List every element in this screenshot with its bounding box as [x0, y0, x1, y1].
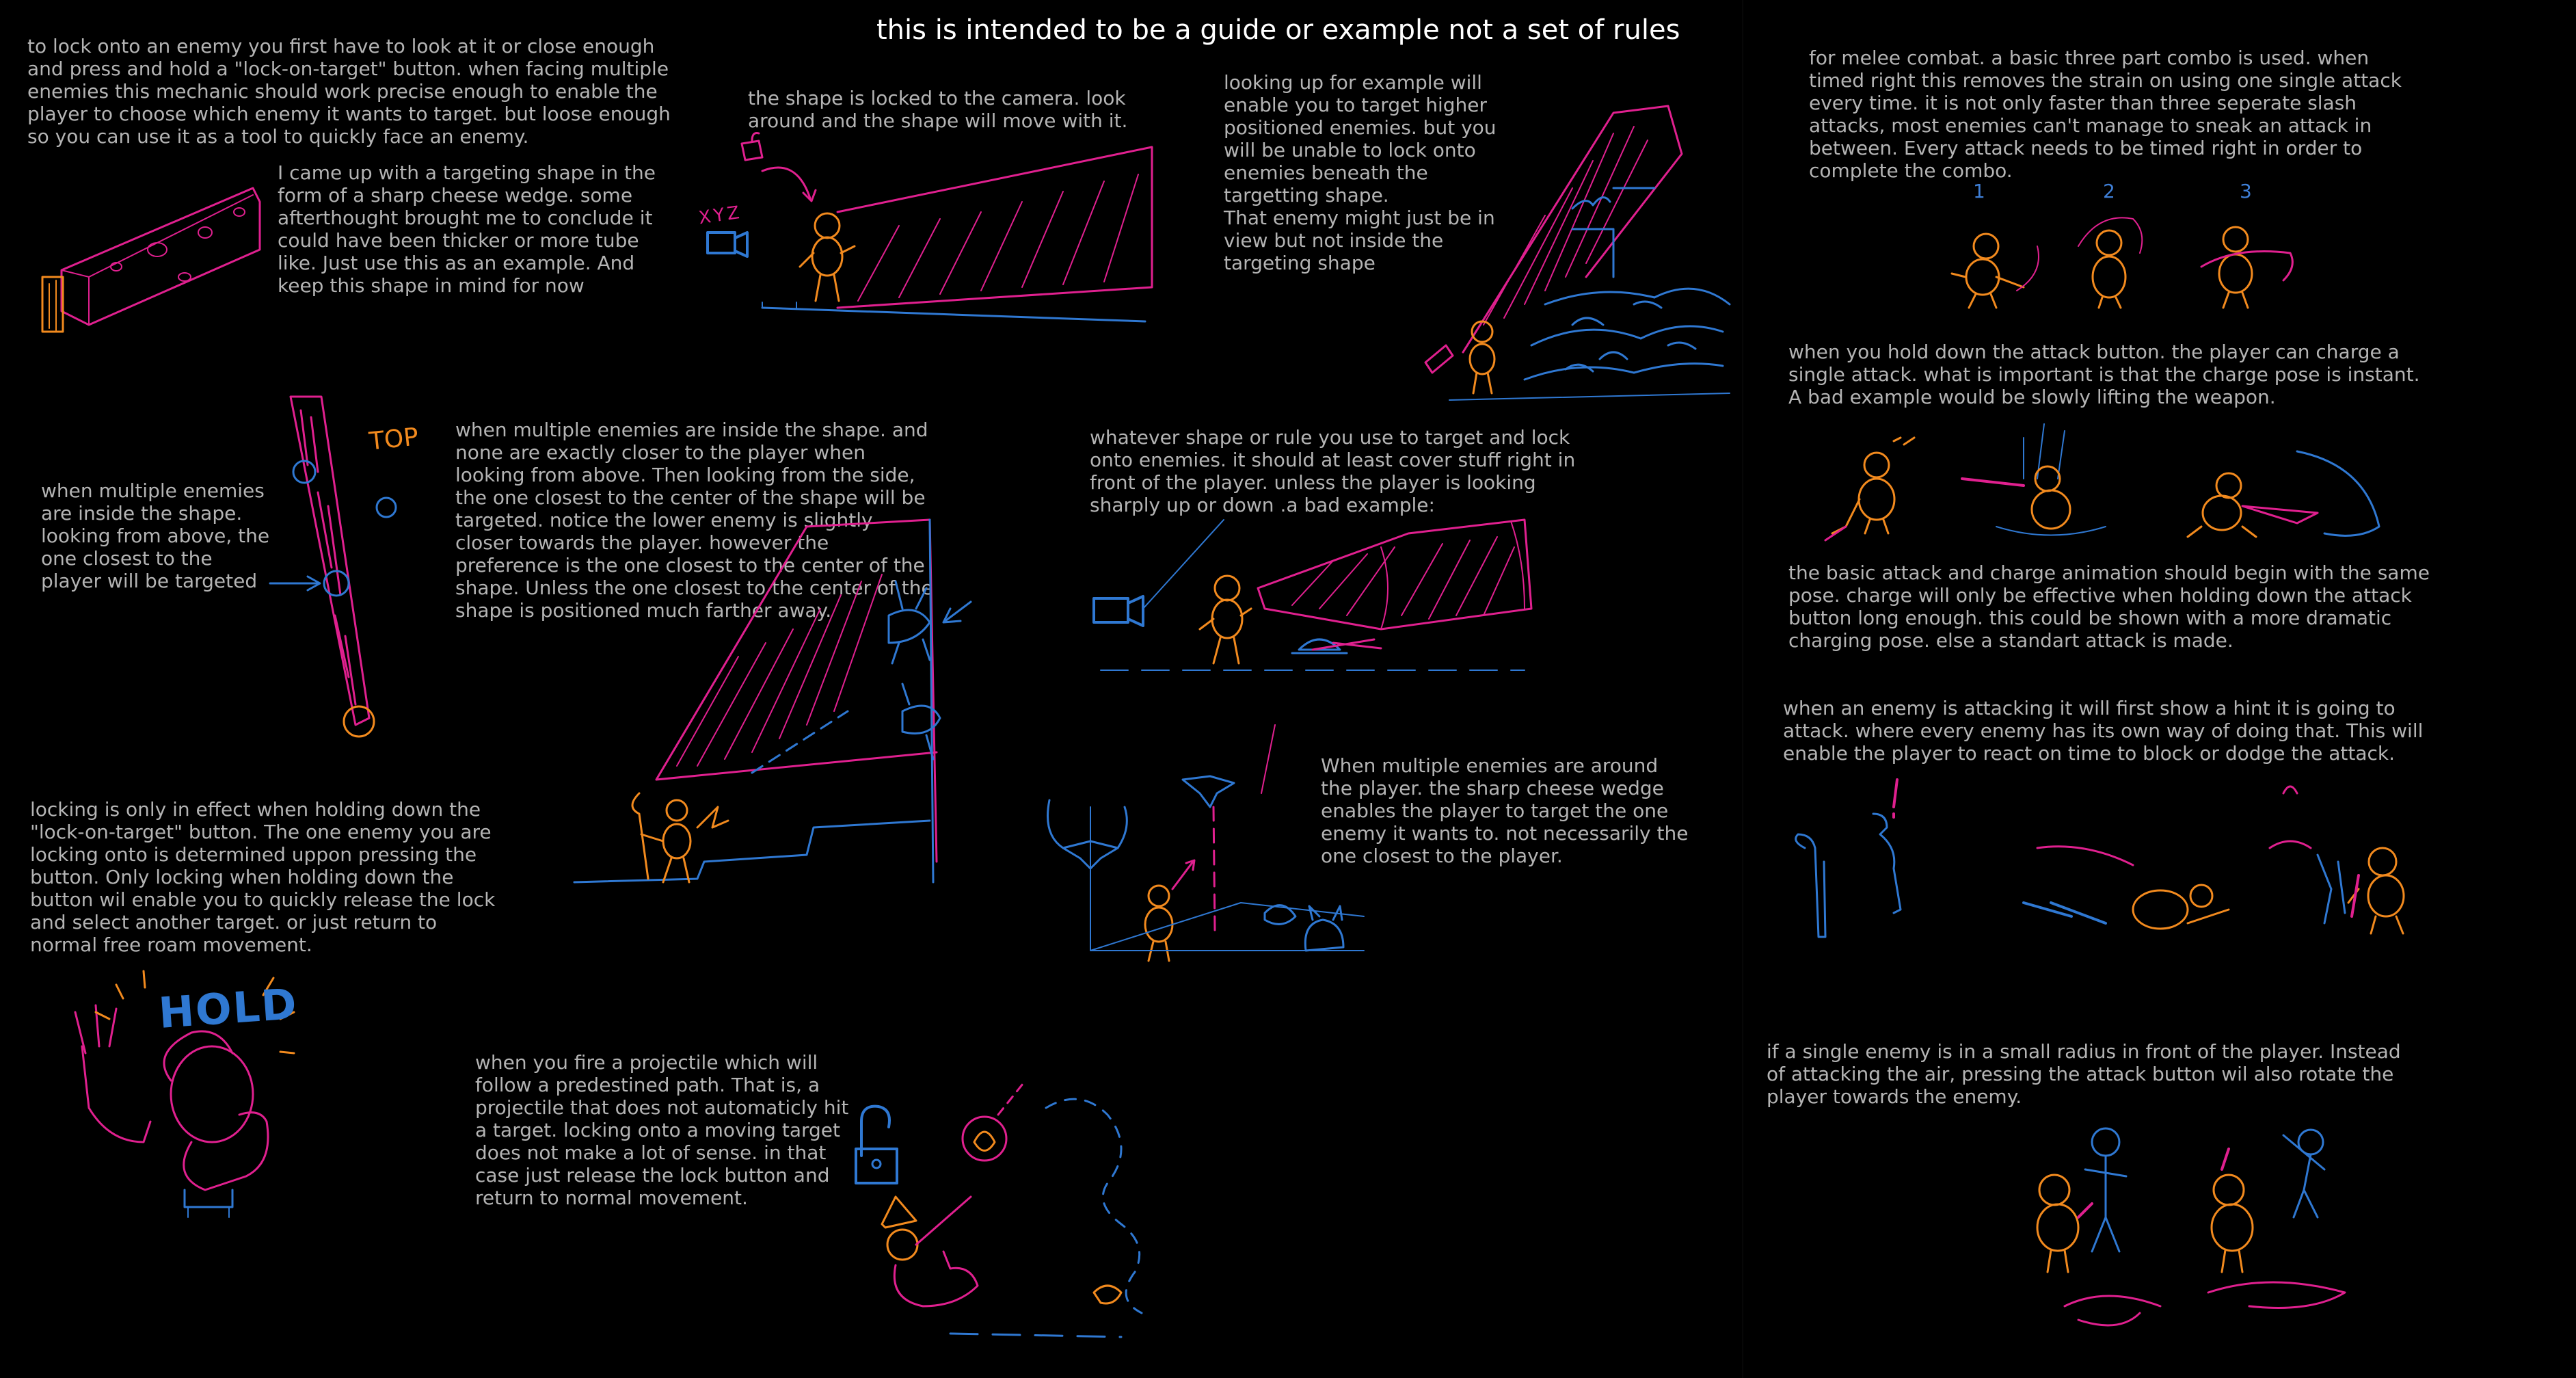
note-projectile: when you fire a projectile which will follow a predestined path. That is, a projectile that does not automaticly hit a target. locking onto a moving target does not make a lot of sense. in that case just release the lock button and return to normal movement.	[475, 1051, 849, 1209]
note-camera-lock: the shape is locked to the camera. look around and the shape will move with it.	[748, 87, 1128, 132]
combo-number-1: 1	[1973, 180, 1985, 202]
xyz-label: XYZ	[697, 202, 744, 229]
combo-number-2: 2	[2103, 180, 2115, 202]
note-charge: when you hold down the attack button. the player can charge a single attack. what is important is that the charge pose is instant. A bad example would be slowly lifting the weapon.	[1788, 341, 2420, 408]
around-player-sketch	[1036, 711, 1378, 971]
enemy-hint-sketch	[1777, 766, 2434, 951]
note-around-player: When multiple enemies are around the player. the sharp cheese wedge enables the player to target the one enemy it wants to. not necessarily the one closest to the player.	[1321, 754, 1689, 867]
top-label: TOP	[368, 423, 420, 456]
hold-label: HOLD	[157, 978, 299, 1039]
note-single-radius: if a single enemy is in a small radius in front of the player. Instead of attacking the air, pressing the attack button wil also rotate the player towards the enemy.	[1767, 1040, 2401, 1108]
projectile-sketch	[848, 1074, 1285, 1347]
note-locking-hold: locking is only in effect when holding down the "lock-on-target" button. The one enemy you are locking onto is determined uppon pressing the button. Only locking when holding down the button wil enable you to quickly release the lock and select another target. or just return to normal free roam movement.	[30, 798, 496, 956]
side-view-sketch	[561, 506, 998, 889]
bad-example-sketch	[1087, 506, 1538, 677]
note-cheese-wedge: I came up with a targeting shape in the form of a sharp cheese wedge. some afterthought brought me to conclude it could have been thicker or more tube like. Just use this as an example. And keep this shape in mind for now	[278, 161, 656, 297]
page-title: this is intended to be a guide or example not a set of rules	[876, 14, 1680, 46]
combo-number-3: 3	[2240, 180, 2252, 202]
note-multi-side: when multiple enemies are inside the shape. and none are exactly closer to the player when looking from above. Then looking from the side, the one closest to the center of the shape will be targeted. notice the lower enemy is slightly closer towards the player. however the preference is the one closest to the center of the shape. Unless the one closest to the center of the shape is positioned much farther away.	[455, 419, 933, 622]
looking-up-sketch	[1408, 99, 1736, 407]
column-divider	[1742, 0, 1743, 1378]
note-same-pose: the basic attack and charge animation should begin with the same pose. charge will only be effective when holding down the attack button long enough. this could be shown with a more dramatic charging pose. else a standart attack is made.	[1788, 561, 2430, 652]
single-radius-sketch	[2024, 1115, 2379, 1334]
note-multi-above: when multiple enemies are inside the shape. looking from above, the one closest to the player will be targeted	[41, 479, 270, 592]
charge-attack-sketch	[1819, 410, 2400, 547]
note-lock-intro: to lock onto an enemy you first have to look at it or close enough and press and hold a "lock-on-target" button. when facing multiple enemies this mechanic should work precise enough to enable the player to choose which enemy it wants to target. but loose enough so you can use it as a tool to quickly face an enemy.	[27, 35, 671, 148]
camera-lock-sketch	[694, 130, 1172, 328]
note-looking-up: looking up for example will enable you to target higher positioned enemies. but you will be unable to lock onto enemies beneath the targetting shape. That enemy might just be in view but not inside the targeting shape	[1224, 71, 1497, 274]
note-enemy-hint: when an enemy is attacking it will first show a hint it is going to attack. where every enemy has its own way of doing that. This will enable the player to react on time to block or dodge the attack.	[1783, 697, 2424, 765]
melee-combo-sketch	[1928, 205, 2311, 315]
note-cover-front: whatever shape or rule you use to target and lock onto enemies. it should at least cover stuff right in front of the player. unless the player is looking sharply up or down .a bad example:	[1090, 426, 1576, 516]
cheese-wedge-sketch	[34, 174, 267, 345]
note-melee-combo: for melee combat. a basic three part combo is used. when timed right this removes the strain on using one single attack every time. it is not only faster than three seperate slash attacks, most enemies can't manage to sneak an attack in between. Every attack needs to be timed right in order to complete the combo.	[1809, 47, 2402, 182]
